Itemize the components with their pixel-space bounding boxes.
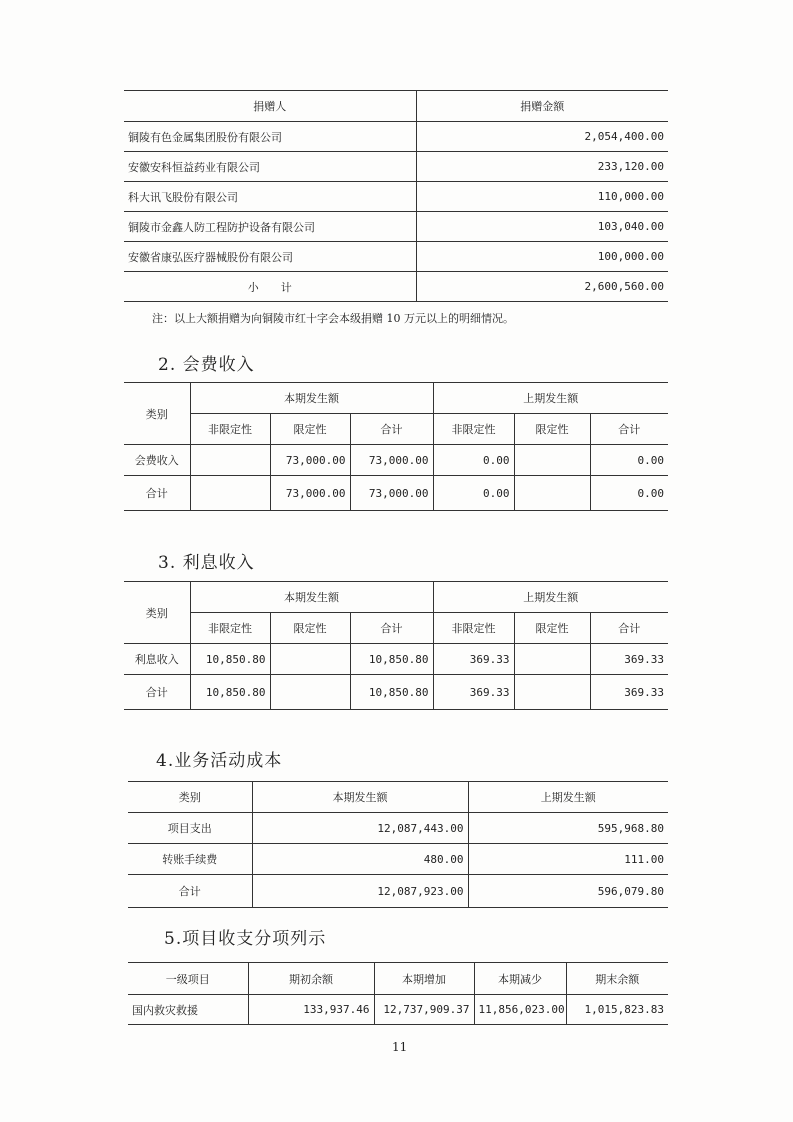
restricted-header: 限定性 <box>514 414 590 445</box>
restricted-header: 限定性 <box>514 613 590 644</box>
value-cell: 12,737,909.37 <box>374 995 474 1025</box>
section-3-title: 3. 利息收入 <box>158 553 255 573</box>
unrestricted-header: 非限定性 <box>433 414 514 445</box>
value-cell: 480.00 <box>252 844 468 875</box>
restricted-header: 限定性 <box>270 613 350 644</box>
value-cell: 10,850.80 <box>190 675 270 710</box>
row-label: 项目支出 <box>128 813 252 844</box>
previous-period-header: 上期发生额 <box>468 782 668 813</box>
category-header: 类别 <box>128 782 252 813</box>
project-breakdown-table <box>128 962 668 1025</box>
value-cell: 73,000.00 <box>350 476 433 511</box>
value-cell: 0.00 <box>590 445 668 476</box>
donor-cell: 安徽安科恒益药业有限公司 <box>124 152 416 182</box>
value-cell: 11,856,023.00 <box>474 995 566 1025</box>
value-cell <box>514 476 590 511</box>
increase-header: 本期增加 <box>374 963 474 995</box>
amount-cell: 2,054,400.00 <box>416 122 668 152</box>
current-period-header: 本期发生额 <box>252 782 468 813</box>
unrestricted-header: 非限定性 <box>190 613 270 644</box>
donor-cell: 铜陵市金鑫人防工程防护设备有限公司 <box>124 212 416 242</box>
value-cell: 12,087,443.00 <box>252 813 468 844</box>
row-label: 国内救灾救援 <box>128 995 248 1025</box>
value-cell <box>270 675 350 710</box>
row-label: 会费收入 <box>124 445 190 476</box>
donations-table <box>124 90 668 302</box>
interest-income-table <box>124 581 668 710</box>
value-cell <box>514 445 590 476</box>
value-cell <box>190 445 270 476</box>
value-cell: 73,000.00 <box>350 445 433 476</box>
total-header: 合计 <box>590 414 668 445</box>
unrestricted-header: 非限定性 <box>433 613 514 644</box>
category-header: 类别 <box>124 582 190 644</box>
total-header: 合计 <box>350 613 433 644</box>
current-period-header: 本期发生额 <box>190 582 433 613</box>
value-cell: 10,850.80 <box>190 644 270 675</box>
row-label: 合计 <box>128 875 252 908</box>
amount-cell: 110,000.00 <box>416 182 668 212</box>
value-cell <box>514 644 590 675</box>
category-header: 类别 <box>124 383 190 445</box>
value-cell: 12,087,923.00 <box>252 875 468 908</box>
row-label: 利息收入 <box>124 644 190 675</box>
value-cell: 133,937.46 <box>248 995 374 1025</box>
total-header: 合计 <box>350 414 433 445</box>
value-cell: 595,968.80 <box>468 813 668 844</box>
value-cell <box>270 644 350 675</box>
value-cell: 0.00 <box>433 476 514 511</box>
value-cell: 73,000.00 <box>270 445 350 476</box>
value-cell <box>190 476 270 511</box>
closing-header: 期末余额 <box>566 963 668 995</box>
previous-period-header: 上期发生额 <box>433 383 668 414</box>
value-cell: 0.00 <box>433 445 514 476</box>
subtotal-label: 小 计 <box>124 272 416 302</box>
value-cell: 10,850.80 <box>350 675 433 710</box>
donor-cell: 安徽省康弘医疗器械股份有限公司 <box>124 242 416 272</box>
section-2-title: 2. 会费收入 <box>158 355 255 375</box>
row-label: 转账手续费 <box>128 844 252 875</box>
value-cell: 1,015,823.83 <box>566 995 668 1025</box>
donor-cell: 科大讯飞股份有限公司 <box>124 182 416 212</box>
page-number: 11 <box>392 1040 408 1054</box>
total-header: 合计 <box>590 613 668 644</box>
subtotal-amount: 2,600,560.00 <box>416 272 668 302</box>
donations-note: 注：以上大额捐赠为向铜陵市红十字会本级捐赠 10 万元以上的明细情况。 <box>152 312 514 325</box>
amount-cell: 233,120.00 <box>416 152 668 182</box>
row-label: 合计 <box>124 476 190 511</box>
value-cell: 369.33 <box>590 675 668 710</box>
section-5-title: 5.项目收支分项列示 <box>164 929 327 949</box>
value-cell: 596,079.80 <box>468 875 668 908</box>
unrestricted-header: 非限定性 <box>190 414 270 445</box>
value-cell: 369.33 <box>590 644 668 675</box>
current-period-header: 本期发生额 <box>190 383 433 414</box>
section-4-title: 4.业务活动成本 <box>156 751 283 771</box>
value-cell: 10,850.80 <box>350 644 433 675</box>
donor-cell: 铜陵有色金属集团股份有限公司 <box>124 122 416 152</box>
business-cost-table <box>128 781 668 908</box>
value-cell: 369.33 <box>433 644 514 675</box>
donor-header: 捐赠人 <box>124 91 416 122</box>
membership-fee-table <box>124 382 668 511</box>
row-label: 合计 <box>124 675 190 710</box>
restricted-header: 限定性 <box>270 414 350 445</box>
value-cell <box>514 675 590 710</box>
item-header: 一级项目 <box>128 963 248 995</box>
value-cell: 73,000.00 <box>270 476 350 511</box>
previous-period-header: 上期发生额 <box>433 582 668 613</box>
amount-cell: 103,040.00 <box>416 212 668 242</box>
value-cell: 0.00 <box>590 476 668 511</box>
value-cell: 369.33 <box>433 675 514 710</box>
amount-cell: 100,000.00 <box>416 242 668 272</box>
amount-header: 捐赠金额 <box>416 91 668 122</box>
decrease-header: 本期减少 <box>474 963 566 995</box>
opening-header: 期初余额 <box>248 963 374 995</box>
value-cell: 111.00 <box>468 844 668 875</box>
